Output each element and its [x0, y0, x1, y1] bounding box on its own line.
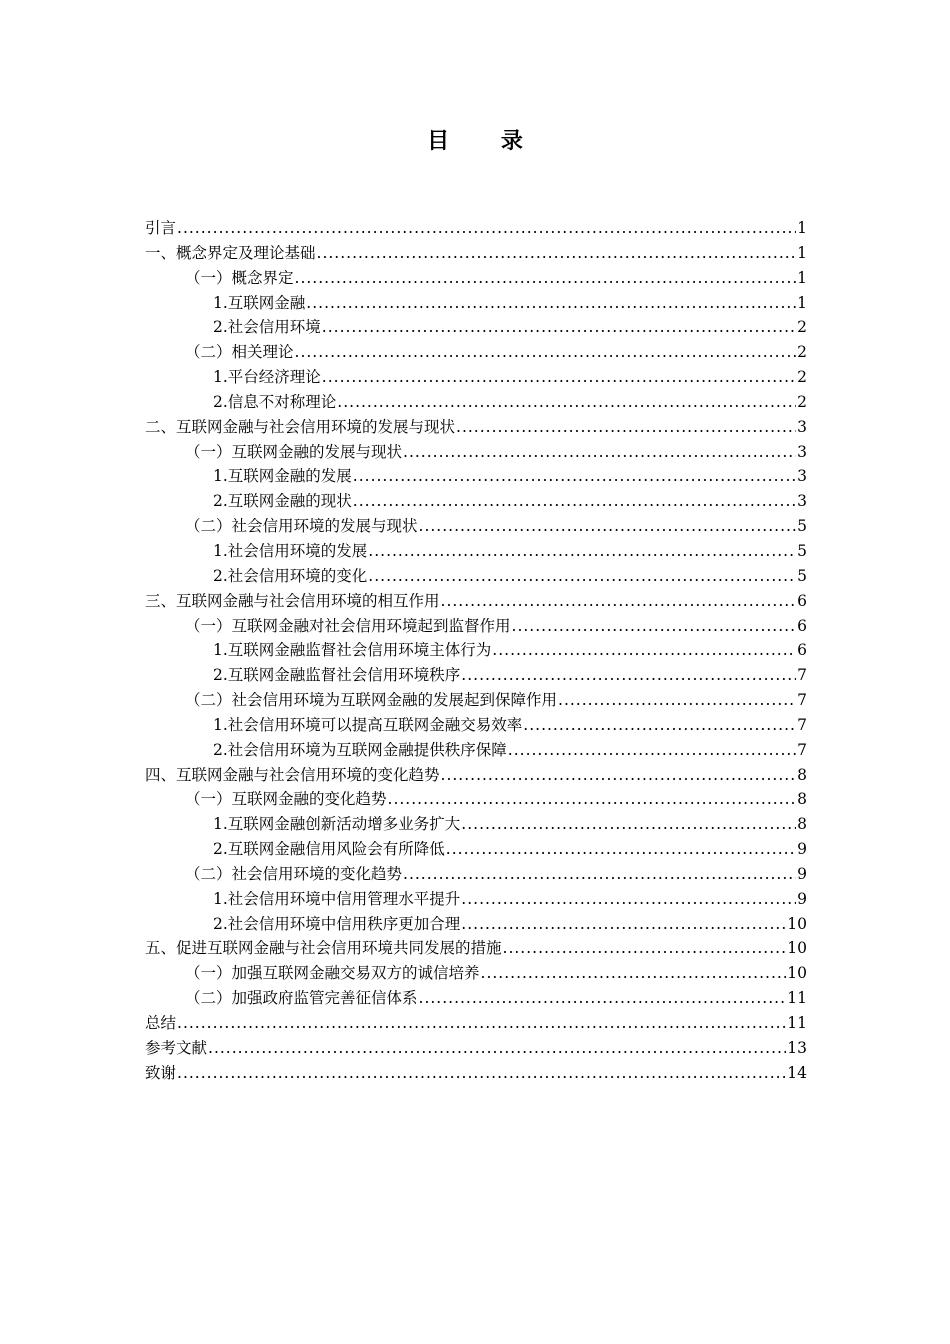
toc-list: [145, 216, 807, 1086]
toc-entry[interactable]: [145, 589, 807, 614]
toc-dot-leader: [441, 763, 797, 788]
toc-page-number: 1: [797, 293, 807, 312]
toc-entry[interactable]: [145, 961, 807, 986]
toc-entry[interactable]: [145, 365, 807, 390]
toc-entry-text: 1.互联网金融的发展: [213, 467, 352, 486]
toc-dot-leader: [337, 390, 796, 415]
toc-entry-text: 1.社会信用环境可以提高互联网金融交易效率: [213, 715, 523, 734]
toc-entry[interactable]: [145, 489, 807, 514]
toc-dot-leader: [441, 589, 797, 614]
toc-title: 目 录: [427, 129, 545, 154]
toc-entry[interactable]: [145, 514, 807, 539]
toc-entry-text: （二）加强政府监管完善征信体系: [185, 989, 418, 1008]
toc-entry-text: （二）社会信用环境为互联网金融的发展起到保障作用: [185, 691, 558, 710]
toc-dot-leader: [295, 340, 797, 365]
toc-dot-leader: [322, 315, 796, 340]
toc-dot-leader: [353, 464, 796, 489]
toc-entry-text: 总结: [145, 1014, 177, 1032]
toc-entry[interactable]: [145, 713, 807, 738]
toc-page-number: 2: [797, 343, 807, 362]
toc-page-number: 1: [797, 268, 807, 287]
toc-entry[interactable]: [145, 862, 807, 887]
toc-entry-text: 致谢: [145, 1063, 177, 1082]
toc-entry-text: 2.互联网金融的现状: [213, 492, 352, 511]
toc-dot-leader: [419, 986, 787, 1011]
toc-entry[interactable]: [145, 539, 807, 564]
toc-dot-leader: [503, 936, 787, 961]
toc-dot-leader: [461, 812, 796, 837]
toc-dot-leader: [461, 663, 796, 688]
toc-page-number: 5: [797, 541, 807, 560]
toc-entry-text: 2.社会信用环境: [213, 318, 321, 337]
toc-dot-leader: [461, 887, 796, 912]
toc-dot-leader: [492, 638, 796, 663]
toc-entry[interactable]: [145, 663, 807, 688]
toc-entry-text: （一）加强互联网金融交易双方的诚信培养: [185, 964, 480, 983]
toc-page-number: 6: [797, 641, 807, 660]
toc-entry[interactable]: [145, 440, 807, 465]
toc-entry[interactable]: [145, 887, 807, 912]
toc-page-number: 5: [797, 517, 807, 536]
toc-dot-leader: [512, 614, 797, 639]
toc-entry-text: （二）社会信用环境的发展与现状: [185, 517, 418, 536]
toc-dot-leader: [208, 1036, 786, 1061]
toc-entry-text: 2.信息不对称理论: [213, 392, 337, 411]
toc-entry-text: （一）互联网金融的变化趋势: [185, 790, 387, 809]
toc-entry[interactable]: [145, 564, 807, 589]
toc-page-number: 2: [797, 392, 807, 411]
toc-entry[interactable]: [145, 763, 807, 788]
toc-entry[interactable]: [145, 638, 807, 663]
toc-page-number: 11: [787, 989, 807, 1008]
toc-entry-text: 2.互联网金融信用风险会有所降低: [213, 840, 445, 859]
toc-entry[interactable]: [145, 1061, 807, 1086]
toc-entry-text: 引言: [145, 219, 177, 237]
toc-dot-leader: [508, 738, 796, 763]
toc-entry-text: 1.互联网金融: [213, 293, 306, 312]
toc-dot-leader: [177, 1011, 786, 1036]
toc-page-number: 9: [797, 840, 807, 859]
toc-dot-leader: [403, 862, 796, 887]
toc-entry[interactable]: [145, 986, 807, 1011]
toc-page-number: 7: [797, 715, 807, 734]
toc-entry-text: 2.社会信用环境中信用秩序更加合理: [213, 914, 461, 933]
toc-page-number: 6: [797, 591, 807, 610]
toc-dot-leader: [403, 440, 796, 465]
toc-entry-text: 参考文献: [145, 1038, 208, 1057]
toc-entry[interactable]: [145, 1011, 807, 1036]
toc-page-number: 3: [797, 417, 807, 436]
toc-page-number: 9: [797, 864, 807, 883]
toc-entry[interactable]: [145, 837, 807, 862]
toc-page-number: 13: [787, 1038, 807, 1057]
toc-page-number: 8: [797, 815, 807, 834]
toc-entry-text: （一）互联网金融对社会信用环境起到监督作用: [185, 616, 511, 635]
toc-dot-leader: [419, 514, 797, 539]
toc-page-number: 10: [787, 964, 807, 983]
toc-dot-leader: [177, 1061, 786, 1086]
toc-entry-text: 1.社会信用环境的发展: [213, 541, 368, 560]
toc-entry[interactable]: [145, 812, 807, 837]
toc-entry[interactable]: [145, 464, 807, 489]
toc-entry[interactable]: [145, 1036, 807, 1061]
toc-dot-leader: [446, 837, 796, 862]
toc-entry[interactable]: [145, 241, 807, 266]
toc-entry[interactable]: [145, 266, 807, 291]
toc-entry[interactable]: [145, 614, 807, 639]
toc-dot-leader: [322, 365, 796, 390]
toc-dot-leader: [368, 564, 796, 589]
toc-entry[interactable]: [145, 315, 807, 340]
toc-page-number: 1: [797, 219, 807, 237]
toc-page-number: 3: [797, 492, 807, 511]
toc-entry[interactable]: [145, 738, 807, 763]
toc-dot-leader: [353, 489, 796, 514]
toc-entry-text: （一）互联网金融的发展与现状: [185, 442, 403, 461]
toc-dot-leader: [523, 713, 796, 738]
toc-page-number: 9: [797, 889, 807, 908]
toc-entry-text: 三、互联网金融与社会信用环境的相互作用: [145, 591, 440, 610]
toc-dot-leader: [368, 539, 796, 564]
toc-page-number: 7: [797, 740, 807, 759]
toc-entry[interactable]: [145, 912, 807, 937]
toc-entry-text: （二）社会信用环境的变化趋势: [185, 864, 403, 883]
toc-page-number: 11: [787, 1014, 807, 1032]
toc-dot-leader: [481, 961, 787, 986]
toc-dot-leader: [461, 912, 786, 937]
toc-entry-text: 1.社会信用环境中信用管理水平提升: [213, 889, 461, 908]
toc-dot-leader: [558, 688, 796, 713]
toc-entry[interactable]: [145, 390, 807, 415]
toc-entry-text: （一）概念界定: [185, 268, 294, 287]
toc-page-number: 2: [797, 318, 807, 337]
toc-entry-text: 1.互联网金融创新活动增多业务扩大: [213, 815, 461, 834]
toc-page-number: 3: [797, 442, 807, 461]
toc-page-number: 8: [797, 790, 807, 809]
toc-dot-leader: [295, 266, 797, 291]
toc-entry-text: 一、概念界定及理论基础: [145, 243, 316, 262]
toc-entry-text: 二、互联网金融与社会信用环境的发展与现状: [145, 417, 456, 436]
toc-page-number: 7: [797, 691, 807, 710]
toc-page-number: 7: [797, 666, 807, 685]
toc-page-number: 8: [797, 765, 807, 784]
toc-entry-text: 五、促进互联网金融与社会信用环境共同发展的措施: [145, 939, 502, 958]
toc-entry-text: 2.互联网金融监督社会信用环境秩序: [213, 666, 461, 685]
toc-entry[interactable]: [145, 415, 807, 440]
toc-entry-text: 1.平台经济理论: [213, 368, 321, 387]
toc-page-number: 14: [787, 1063, 807, 1082]
toc-entry-text: 1.互联网金融监督社会信用环境主体行为: [213, 641, 492, 660]
toc-page-number: 3: [797, 467, 807, 486]
toc-entry-text: 2.社会信用环境的变化: [213, 566, 368, 585]
toc-dot-leader: [388, 787, 797, 812]
toc-entry[interactable]: [145, 688, 807, 713]
toc-page-number: 5: [797, 566, 807, 585]
toc-dot-leader: [177, 216, 796, 241]
toc-entry[interactable]: [145, 340, 807, 365]
toc-page-number: 1: [797, 243, 807, 262]
toc-dot-leader: [306, 291, 796, 316]
toc-page-number: 10: [787, 914, 807, 933]
toc-page-number: 6: [797, 616, 807, 635]
toc-entry[interactable]: [145, 216, 807, 241]
toc-entry[interactable]: [145, 291, 807, 316]
toc-page-number: 2: [797, 368, 807, 387]
toc-dot-leader: [317, 241, 797, 266]
toc-page-number: 10: [787, 939, 807, 958]
toc-entry[interactable]: [145, 787, 807, 812]
toc-dot-leader: [456, 415, 796, 440]
toc-entry[interactable]: [145, 936, 807, 961]
toc-entry-text: 四、互联网金融与社会信用环境的变化趋势: [145, 765, 440, 784]
toc-entry-text: 2.社会信用环境为互联网金融提供秩序保障: [213, 740, 507, 759]
toc-entry-text: （二）相关理论: [185, 343, 294, 362]
